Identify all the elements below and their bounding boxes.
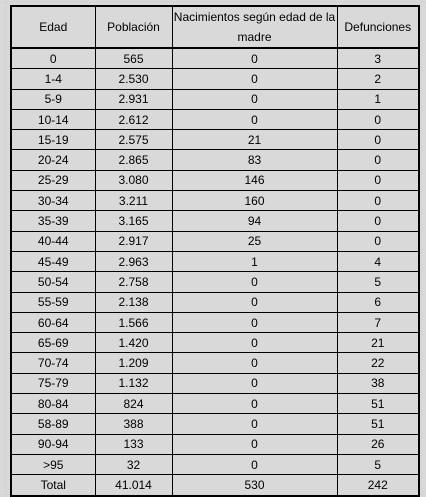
- table-row: [11, 454, 419, 474]
- cell-edad[interactable]: 70-74: [11, 353, 95, 373]
- cell-nacimientos[interactable]: 0: [172, 414, 337, 434]
- cell-defunciones[interactable]: 0: [337, 130, 419, 150]
- cell-defunciones[interactable]: 21: [337, 333, 419, 353]
- cell-poblacion[interactable]: 1.132: [95, 373, 172, 393]
- table-row: [11, 373, 419, 393]
- table-body: [11, 48, 419, 496]
- cell-nacimientos[interactable]: 94: [172, 211, 337, 231]
- cell-edad[interactable]: 80-84: [11, 394, 95, 414]
- cell-nacimientos[interactable]: 0: [172, 353, 337, 373]
- cell-defunciones[interactable]: 3: [337, 48, 419, 69]
- header-poblacion[interactable]: [95, 6, 172, 48]
- cell-poblacion[interactable]: 1.209: [95, 353, 172, 373]
- cell-nacimientos[interactable]: 0: [172, 109, 337, 129]
- cell-nacimientos[interactable]: 160: [172, 191, 337, 211]
- cell-poblacion[interactable]: 2.758: [95, 272, 172, 292]
- cell-nacimientos[interactable]: 83: [172, 150, 337, 170]
- cell-poblacion[interactable]: 32: [95, 454, 172, 474]
- header-nacimientos[interactable]: [172, 6, 337, 48]
- cell-defunciones[interactable]: 5: [337, 454, 419, 474]
- table-row: [11, 394, 419, 414]
- table-row: [11, 434, 419, 454]
- cell-nacimientos[interactable]: 21: [172, 130, 337, 150]
- cell-defunciones[interactable]: 2: [337, 69, 419, 89]
- cell-edad[interactable]: 75-79: [11, 373, 95, 393]
- demographics-table: [10, 5, 420, 497]
- cell-edad[interactable]: 30-34: [11, 191, 95, 211]
- cell-poblacion[interactable]: 2.530: [95, 69, 172, 89]
- cell-defunciones[interactable]: 26: [337, 434, 419, 454]
- table-row: [11, 414, 419, 434]
- cell-nacimientos[interactable]: 0: [172, 454, 337, 474]
- cell-poblacion[interactable]: 3.165: [95, 211, 172, 231]
- cell-edad[interactable]: 58-89: [11, 414, 95, 434]
- cell-poblacion[interactable]: 565: [95, 48, 172, 69]
- table-row: [11, 312, 419, 332]
- cell-nacimientos[interactable]: 0: [172, 69, 337, 89]
- header-defunciones-label: Defunciones: [344, 20, 412, 34]
- cell-nacimientos[interactable]: 0: [172, 373, 337, 393]
- table-row: [11, 130, 419, 150]
- table-row: [11, 333, 419, 353]
- cell-defunciones[interactable]: 51: [337, 414, 419, 434]
- cell-nacimientos[interactable]: 0: [172, 272, 337, 292]
- table-row: [11, 150, 419, 170]
- cell-edad[interactable]: 90-94: [11, 434, 95, 454]
- header-edad[interactable]: [11, 6, 95, 48]
- cell-poblacion[interactable]: 2.963: [95, 251, 172, 271]
- cell-nacimientos[interactable]: 0: [172, 89, 337, 109]
- cell-poblacion[interactable]: 2.931: [95, 89, 172, 109]
- table-row: [11, 48, 419, 69]
- table-row: [11, 231, 419, 251]
- cell-edad[interactable]: 40-44: [11, 231, 95, 251]
- cell-edad[interactable]: 45-49: [11, 251, 95, 271]
- cell-edad[interactable]: 15-19: [11, 130, 95, 150]
- cell-edad[interactable]: 50-54: [11, 272, 95, 292]
- cell-poblacion[interactable]: 2.575: [95, 130, 172, 150]
- cell-nacimientos[interactable]: 0: [172, 333, 337, 353]
- cell-edad[interactable]: 25-29: [11, 170, 95, 190]
- cell-edad[interactable]: >95: [11, 454, 95, 474]
- cell-defunciones[interactable]: 0: [337, 170, 419, 190]
- cell-poblacion[interactable]: 2.138: [95, 292, 172, 312]
- table-row: [11, 109, 419, 129]
- cell-defunciones[interactable]: 0: [337, 231, 419, 251]
- cell-nacimientos[interactable]: 146: [172, 170, 337, 190]
- header-defunciones[interactable]: [337, 6, 419, 48]
- cell-poblacion[interactable]: 2.865: [95, 150, 172, 170]
- table-row: [11, 211, 419, 231]
- cell-nacimientos[interactable]: 0: [172, 434, 337, 454]
- table-row: [11, 353, 419, 373]
- table-row: [11, 89, 419, 109]
- cell-defunciones[interactable]: 22: [337, 353, 419, 373]
- table-header-row: [11, 6, 419, 48]
- cell-defunciones[interactable]: 0: [337, 109, 419, 129]
- cell-defunciones[interactable]: 4: [337, 251, 419, 271]
- cell-poblacion[interactable]: 2.917: [95, 231, 172, 251]
- cell-edad[interactable]: 10-14: [11, 109, 95, 129]
- cell-nacimientos[interactable]: 1: [172, 251, 337, 271]
- cell-edad[interactable]: 1-4: [11, 69, 95, 89]
- table-row: [11, 292, 419, 312]
- cell-defunciones[interactable]: 6: [337, 292, 419, 312]
- cell-edad[interactable]: Total: [11, 475, 95, 496]
- table-total-row: [11, 475, 419, 496]
- cell-edad[interactable]: 5-9: [11, 89, 95, 109]
- cell-poblacion[interactable]: 3.080: [95, 170, 172, 190]
- cell-defunciones[interactable]: 38: [337, 373, 419, 393]
- cell-nacimientos[interactable]: 0: [172, 48, 337, 69]
- cell-poblacion[interactable]: 3.211: [95, 191, 172, 211]
- cell-defunciones[interactable]: 51: [337, 394, 419, 414]
- cell-nacimientos[interactable]: 25: [172, 231, 337, 251]
- cell-poblacion[interactable]: 2.612: [95, 109, 172, 129]
- cell-edad[interactable]: 60-64: [11, 312, 95, 332]
- table-row: [11, 69, 419, 89]
- cell-defunciones[interactable]: 0: [337, 150, 419, 170]
- cell-poblacion[interactable]: 824: [95, 394, 172, 414]
- table-row: [11, 251, 419, 271]
- header-poblacion-label: Población: [107, 20, 160, 34]
- cell-nacimientos[interactable]: 0: [172, 312, 337, 332]
- cell-poblacion[interactable]: 41.014: [95, 475, 172, 496]
- cell-defunciones[interactable]: 242: [337, 475, 419, 496]
- cell-edad[interactable]: 0: [11, 48, 95, 69]
- cell-poblacion[interactable]: 1.420: [95, 333, 172, 353]
- cell-nacimientos[interactable]: 530: [172, 475, 337, 496]
- cell-nacimientos[interactable]: 0: [172, 394, 337, 414]
- table-row: [11, 272, 419, 292]
- cell-poblacion[interactable]: 1.566: [95, 312, 172, 332]
- table-row: [11, 170, 419, 190]
- cell-defunciones[interactable]: 0: [337, 211, 419, 231]
- cell-defunciones[interactable]: 1: [337, 89, 419, 109]
- cell-edad[interactable]: 35-39: [11, 211, 95, 231]
- cell-defunciones[interactable]: 5: [337, 272, 419, 292]
- cell-defunciones[interactable]: 7: [337, 312, 419, 332]
- cell-nacimientos[interactable]: 0: [172, 292, 337, 312]
- cell-defunciones[interactable]: 0: [337, 191, 419, 211]
- header-nacimientos-label: Nacimientos según edad de la madre: [173, 10, 336, 44]
- header-edad-label: Edad: [39, 20, 68, 34]
- cell-poblacion[interactable]: 388: [95, 414, 172, 434]
- cell-poblacion[interactable]: 133: [95, 434, 172, 454]
- cell-edad[interactable]: 20-24: [11, 150, 95, 170]
- table-row: [11, 191, 419, 211]
- cell-edad[interactable]: 65-69: [11, 333, 95, 353]
- cell-edad[interactable]: 55-59: [11, 292, 95, 312]
